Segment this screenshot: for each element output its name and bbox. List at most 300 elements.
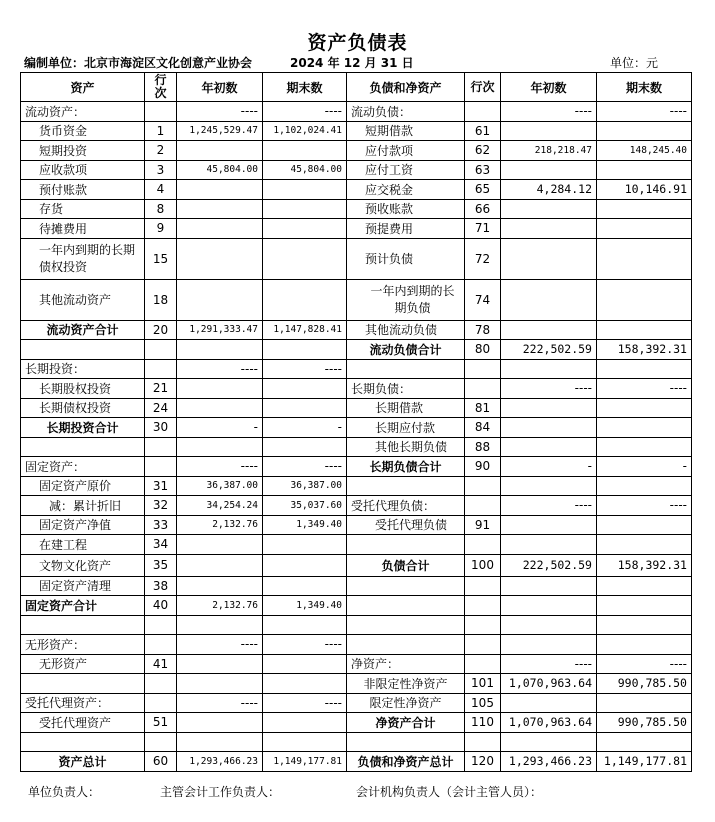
asset-end: 36,387.00	[263, 476, 347, 496]
liability-end	[597, 693, 692, 713]
liability-name	[347, 359, 465, 379]
asset-line-no	[145, 732, 177, 752]
asset-name: 货币资金	[21, 121, 145, 141]
liability-end	[597, 160, 692, 180]
table-row	[21, 398, 692, 418]
liability-line-no	[465, 635, 501, 655]
report-title: 资产负债表	[307, 32, 408, 54]
asset-line-no	[145, 615, 177, 635]
liability-name	[347, 596, 465, 616]
table-row	[21, 219, 692, 239]
asset-end: 1,147,828.41	[263, 320, 347, 340]
liability-name: 预提费用	[347, 219, 465, 239]
asset-line-no	[145, 635, 177, 655]
table-row	[21, 713, 692, 733]
asset-begin	[177, 674, 263, 694]
table-row	[21, 141, 692, 161]
asset-line-no: 31	[145, 476, 177, 496]
asset-end	[263, 219, 347, 239]
liability-end: 990,785.50	[597, 674, 692, 694]
liability-begin	[501, 476, 597, 496]
asset-line-no	[145, 457, 177, 477]
asset-name: 无形资产	[21, 654, 145, 674]
liability-line-no	[465, 535, 501, 555]
asset-name: 一年内到期的长期债权投资	[21, 238, 145, 279]
liability-line-no: 84	[465, 418, 501, 438]
liability-name	[347, 635, 465, 655]
liability-begin: 222,502.59	[501, 340, 597, 360]
asset-end	[263, 554, 347, 576]
liability-end: 1,149,177.81	[597, 752, 692, 772]
asset-begin: 2,132.76	[177, 515, 263, 535]
liability-line-no: 66	[465, 199, 501, 219]
asset-name: 文物文化资产	[21, 554, 145, 576]
table-row	[21, 496, 692, 516]
asset-begin: 45,804.00	[177, 160, 263, 180]
asset-begin	[177, 535, 263, 555]
asset-begin: ----	[177, 359, 263, 379]
asset-line-no: 2	[145, 141, 177, 161]
asset-end: 1,349.40	[263, 596, 347, 616]
asset-end	[263, 238, 347, 279]
liability-end: 158,392.31	[597, 554, 692, 576]
asset-name	[21, 615, 145, 635]
asset-begin	[177, 615, 263, 635]
col-header-assets: 资产	[21, 73, 145, 102]
asset-end	[263, 654, 347, 674]
liability-begin: ----	[501, 102, 597, 122]
liability-name: 短期借款	[347, 121, 465, 141]
asset-line-no: 34	[145, 535, 177, 555]
asset-end	[263, 713, 347, 733]
liability-end	[597, 398, 692, 418]
asset-begin	[177, 732, 263, 752]
asset-end: ----	[263, 693, 347, 713]
liability-name: 净资产合计	[347, 713, 465, 733]
table-row	[21, 340, 692, 360]
liability-end	[597, 635, 692, 655]
table-row	[21, 576, 692, 596]
liability-begin: 218,218.47	[501, 141, 597, 161]
table-row	[21, 596, 692, 616]
table-row	[21, 102, 692, 122]
asset-line-no	[145, 437, 177, 457]
asset-end: ----	[263, 359, 347, 379]
asset-name: 减：累计折旧	[21, 496, 145, 516]
asset-begin: ----	[177, 635, 263, 655]
asset-line-no: 33	[145, 515, 177, 535]
asset-end: ----	[263, 102, 347, 122]
liability-end	[597, 615, 692, 635]
asset-line-no: 40	[145, 596, 177, 616]
liability-end	[597, 515, 692, 535]
table-row	[21, 635, 692, 655]
col-header-begin: 年初数	[177, 73, 263, 102]
liability-end: 158,392.31	[597, 340, 692, 360]
asset-begin	[177, 219, 263, 239]
liability-end	[597, 121, 692, 141]
table-row	[21, 535, 692, 555]
liability-name: 应付款项	[347, 141, 465, 161]
table-row	[21, 437, 692, 457]
asset-end	[263, 279, 347, 320]
liability-line-no	[465, 732, 501, 752]
asset-begin	[177, 398, 263, 418]
liability-line-no	[465, 496, 501, 516]
liability-name: 长期借款	[347, 398, 465, 418]
col-header-end: 期末数	[263, 73, 347, 102]
liability-line-no: 91	[465, 515, 501, 535]
asset-line-no: 41	[145, 654, 177, 674]
asset-begin: ----	[177, 457, 263, 477]
asset-line-no: 15	[145, 238, 177, 279]
liability-line-no: 62	[465, 141, 501, 161]
asset-end	[263, 437, 347, 457]
asset-begin	[177, 437, 263, 457]
liability-end: -	[597, 457, 692, 477]
asset-name: 长期股权投资	[21, 379, 145, 399]
table-row	[21, 752, 692, 772]
asset-name: 流动资产合计	[21, 320, 145, 340]
asset-name	[21, 732, 145, 752]
liability-begin	[501, 615, 597, 635]
table-row	[21, 554, 692, 576]
table-row	[21, 732, 692, 752]
liability-line-no	[465, 615, 501, 635]
liability-line-no: 110	[465, 713, 501, 733]
asset-begin	[177, 340, 263, 360]
asset-begin	[177, 654, 263, 674]
table-row	[21, 199, 692, 219]
liability-name: 净资产：	[347, 654, 465, 674]
liability-begin: ----	[501, 379, 597, 399]
asset-name: 短期投资	[21, 141, 145, 161]
liability-name: 负债合计	[347, 554, 465, 576]
asset-line-no: 8	[145, 199, 177, 219]
liability-name: 应付工资	[347, 160, 465, 180]
col-header-end-2: 期末数	[597, 73, 692, 102]
asset-line-no: 21	[145, 379, 177, 399]
asset-end: ----	[263, 457, 347, 477]
asset-name: 受托代理资产：	[21, 693, 145, 713]
header-row	[21, 73, 692, 102]
table-row	[21, 160, 692, 180]
liability-name: 限定性净资产	[347, 693, 465, 713]
table-row	[21, 279, 692, 320]
asset-name: 存货	[21, 199, 145, 219]
liability-end	[597, 476, 692, 496]
asset-name: 其他流动资产	[21, 279, 145, 320]
asset-line-no: 30	[145, 418, 177, 438]
liability-begin: ----	[501, 496, 597, 516]
liability-line-no: 61	[465, 121, 501, 141]
asset-begin	[177, 141, 263, 161]
liability-line-no: 105	[465, 693, 501, 713]
liability-end	[597, 219, 692, 239]
liability-line-no: 63	[465, 160, 501, 180]
asset-end: -	[263, 418, 347, 438]
asset-end	[263, 674, 347, 694]
liability-begin: 1,070,963.64	[501, 713, 597, 733]
asset-end	[263, 141, 347, 161]
asset-begin	[177, 554, 263, 576]
asset-end: 1,349.40	[263, 515, 347, 535]
asset-name: 固定资产清理	[21, 576, 145, 596]
liability-line-no: 80	[465, 340, 501, 360]
asset-begin: -	[177, 418, 263, 438]
liability-name	[347, 732, 465, 752]
asset-line-no	[145, 674, 177, 694]
asset-end	[263, 340, 347, 360]
preparer-unit: 编制单位：北京市海淀区文化创意产业协会	[24, 56, 253, 70]
liability-line-no: 90	[465, 457, 501, 477]
liability-name: 应交税金	[347, 180, 465, 200]
table-row	[21, 654, 692, 674]
table-row	[21, 476, 692, 496]
liability-name: 流动负债合计	[347, 340, 465, 360]
liability-begin	[501, 693, 597, 713]
asset-line-no: 18	[145, 279, 177, 320]
liability-name	[347, 535, 465, 555]
asset-name: 预付账款	[21, 180, 145, 200]
liability-name: 流动负债：	[347, 102, 465, 122]
asset-name: 在建工程	[21, 535, 145, 555]
liability-name: 其他流动负债	[347, 320, 465, 340]
liability-end	[597, 199, 692, 219]
asset-end	[263, 180, 347, 200]
table-row	[21, 121, 692, 141]
asset-name: 应收款项	[21, 160, 145, 180]
liability-line-no: 120	[465, 752, 501, 772]
asset-begin	[177, 576, 263, 596]
liability-end: ----	[597, 496, 692, 516]
table-row	[21, 693, 692, 713]
liability-begin	[501, 121, 597, 141]
liability-begin: ----	[501, 654, 597, 674]
liability-end	[597, 320, 692, 340]
liability-begin	[501, 238, 597, 279]
asset-end	[263, 535, 347, 555]
asset-name: 无形资产：	[21, 635, 145, 655]
liability-name: 长期负债：	[347, 379, 465, 399]
liability-end	[597, 596, 692, 616]
asset-line-no: 60	[145, 752, 177, 772]
liability-name: 受托代理负债	[347, 515, 465, 535]
table-row	[21, 418, 692, 438]
col-header-line-no-2: 行次	[465, 73, 501, 102]
asset-name: 固定资产原价	[21, 476, 145, 496]
liability-begin	[501, 437, 597, 457]
liability-end: 10,146.91	[597, 180, 692, 200]
col-header-line-no: 行次	[145, 73, 177, 102]
liability-end	[597, 359, 692, 379]
liability-line-no: 71	[465, 219, 501, 239]
asset-name: 长期投资合计	[21, 418, 145, 438]
liability-end: 148,245.40	[597, 141, 692, 161]
asset-line-no: 9	[145, 219, 177, 239]
asset-name	[21, 674, 145, 694]
asset-begin	[177, 238, 263, 279]
liability-name	[347, 615, 465, 635]
liability-end	[597, 535, 692, 555]
liability-begin	[501, 160, 597, 180]
table-row	[21, 379, 692, 399]
table-row	[21, 674, 692, 694]
asset-end	[263, 576, 347, 596]
liability-name: 长期应付款	[347, 418, 465, 438]
col-header-liabilities: 负债和净资产	[347, 73, 465, 102]
liability-line-no: 65	[465, 180, 501, 200]
liability-name	[347, 476, 465, 496]
asset-name: 受托代理资产	[21, 713, 145, 733]
liability-name	[347, 576, 465, 596]
asset-begin	[177, 713, 263, 733]
liability-begin	[501, 732, 597, 752]
liability-begin	[501, 219, 597, 239]
asset-end	[263, 379, 347, 399]
asset-end	[263, 398, 347, 418]
liability-line-no	[465, 654, 501, 674]
liability-end: ----	[597, 654, 692, 674]
asset-end: 35,037.60	[263, 496, 347, 516]
asset-end: ----	[263, 635, 347, 655]
liability-name: 受托代理负债：	[347, 496, 465, 516]
asset-begin	[177, 279, 263, 320]
asset-end: 1,149,177.81	[263, 752, 347, 772]
asset-line-no	[145, 359, 177, 379]
liability-begin	[501, 418, 597, 438]
asset-end	[263, 732, 347, 752]
liability-line-no: 101	[465, 674, 501, 694]
footer-agency-head: 会计机构负责人（会计主管人员）：	[356, 785, 543, 799]
liability-end	[597, 576, 692, 596]
table-row	[21, 359, 692, 379]
liability-line-no: 81	[465, 398, 501, 418]
col-header-begin-2: 年初数	[501, 73, 597, 102]
table-row	[21, 515, 692, 535]
liability-line-no	[465, 102, 501, 122]
liability-end	[597, 732, 692, 752]
liability-begin: 1,070,963.64	[501, 674, 597, 694]
asset-begin: 34,254.24	[177, 496, 263, 516]
liability-line-no	[465, 596, 501, 616]
asset-begin: 2,132.76	[177, 596, 263, 616]
asset-begin: ----	[177, 102, 263, 122]
asset-line-no	[145, 693, 177, 713]
liability-end	[597, 279, 692, 320]
asset-begin: ----	[177, 693, 263, 713]
balance-sheet-table	[20, 72, 692, 772]
liability-end: 990,785.50	[597, 713, 692, 733]
asset-begin: 1,245,529.47	[177, 121, 263, 141]
liability-line-no	[465, 476, 501, 496]
asset-name: 资产总计	[21, 752, 145, 772]
asset-begin	[177, 180, 263, 200]
asset-line-no: 24	[145, 398, 177, 418]
liability-line-no: 78	[465, 320, 501, 340]
asset-line-no: 32	[145, 496, 177, 516]
liability-line-no	[465, 576, 501, 596]
liability-end	[597, 238, 692, 279]
liability-line-no: 74	[465, 279, 501, 320]
liability-begin: 222,502.59	[501, 554, 597, 576]
asset-begin: 1,293,466.23	[177, 752, 263, 772]
footer-unit-head: 单位负责人：	[28, 785, 101, 799]
asset-name: 待摊费用	[21, 219, 145, 239]
liability-begin	[501, 515, 597, 535]
asset-name: 长期投资：	[21, 359, 145, 379]
liability-begin: 4,284.12	[501, 180, 597, 200]
asset-name: 长期债权投资	[21, 398, 145, 418]
table-row	[21, 180, 692, 200]
liability-end	[597, 437, 692, 457]
liability-begin	[501, 279, 597, 320]
asset-name	[21, 340, 145, 360]
liability-name: 预收账款	[347, 199, 465, 219]
liability-begin	[501, 535, 597, 555]
liability-name: 负债和净资产总计	[347, 752, 465, 772]
asset-name: 流动资产：	[21, 102, 145, 122]
liability-name: 长期负债合计	[347, 457, 465, 477]
asset-line-no: 35	[145, 554, 177, 576]
table-row	[21, 457, 692, 477]
table-row	[21, 615, 692, 635]
liability-line-no: 100	[465, 554, 501, 576]
asset-begin	[177, 199, 263, 219]
liability-begin: 1,293,466.23	[501, 752, 597, 772]
asset-line-no: 20	[145, 320, 177, 340]
report-date: 2024 年 12 月 31 日	[290, 56, 414, 70]
asset-end: 45,804.00	[263, 160, 347, 180]
asset-line-no: 4	[145, 180, 177, 200]
asset-end: 1,102,024.41	[263, 121, 347, 141]
asset-begin: 1,291,333.47	[177, 320, 263, 340]
liability-line-no	[465, 379, 501, 399]
asset-line-no	[145, 102, 177, 122]
asset-line-no: 38	[145, 576, 177, 596]
liability-line-no: 72	[465, 238, 501, 279]
liability-begin	[501, 576, 597, 596]
liability-begin	[501, 320, 597, 340]
asset-name: 固定资产合计	[21, 596, 145, 616]
liability-name: 一年内到期的长期负债	[347, 279, 465, 320]
asset-line-no: 51	[145, 713, 177, 733]
liability-line-no: 88	[465, 437, 501, 457]
liability-begin	[501, 635, 597, 655]
table-row	[21, 320, 692, 340]
liability-end: ----	[597, 102, 692, 122]
asset-line-no	[145, 340, 177, 360]
table-row	[21, 238, 692, 279]
asset-line-no: 3	[145, 160, 177, 180]
liability-begin	[501, 398, 597, 418]
liability-name: 非限定性净资产	[347, 674, 465, 694]
asset-end	[263, 199, 347, 219]
asset-line-no: 1	[145, 121, 177, 141]
liability-begin	[501, 199, 597, 219]
asset-name: 固定资产：	[21, 457, 145, 477]
liability-name: 预计负债	[347, 238, 465, 279]
currency-unit: 单位：元	[610, 56, 659, 70]
asset-begin	[177, 379, 263, 399]
asset-begin: 36,387.00	[177, 476, 263, 496]
asset-name: 固定资产净值	[21, 515, 145, 535]
asset-end	[263, 615, 347, 635]
liability-begin: -	[501, 457, 597, 477]
asset-name	[21, 437, 145, 457]
liability-end: ----	[597, 379, 692, 399]
liability-end	[597, 418, 692, 438]
